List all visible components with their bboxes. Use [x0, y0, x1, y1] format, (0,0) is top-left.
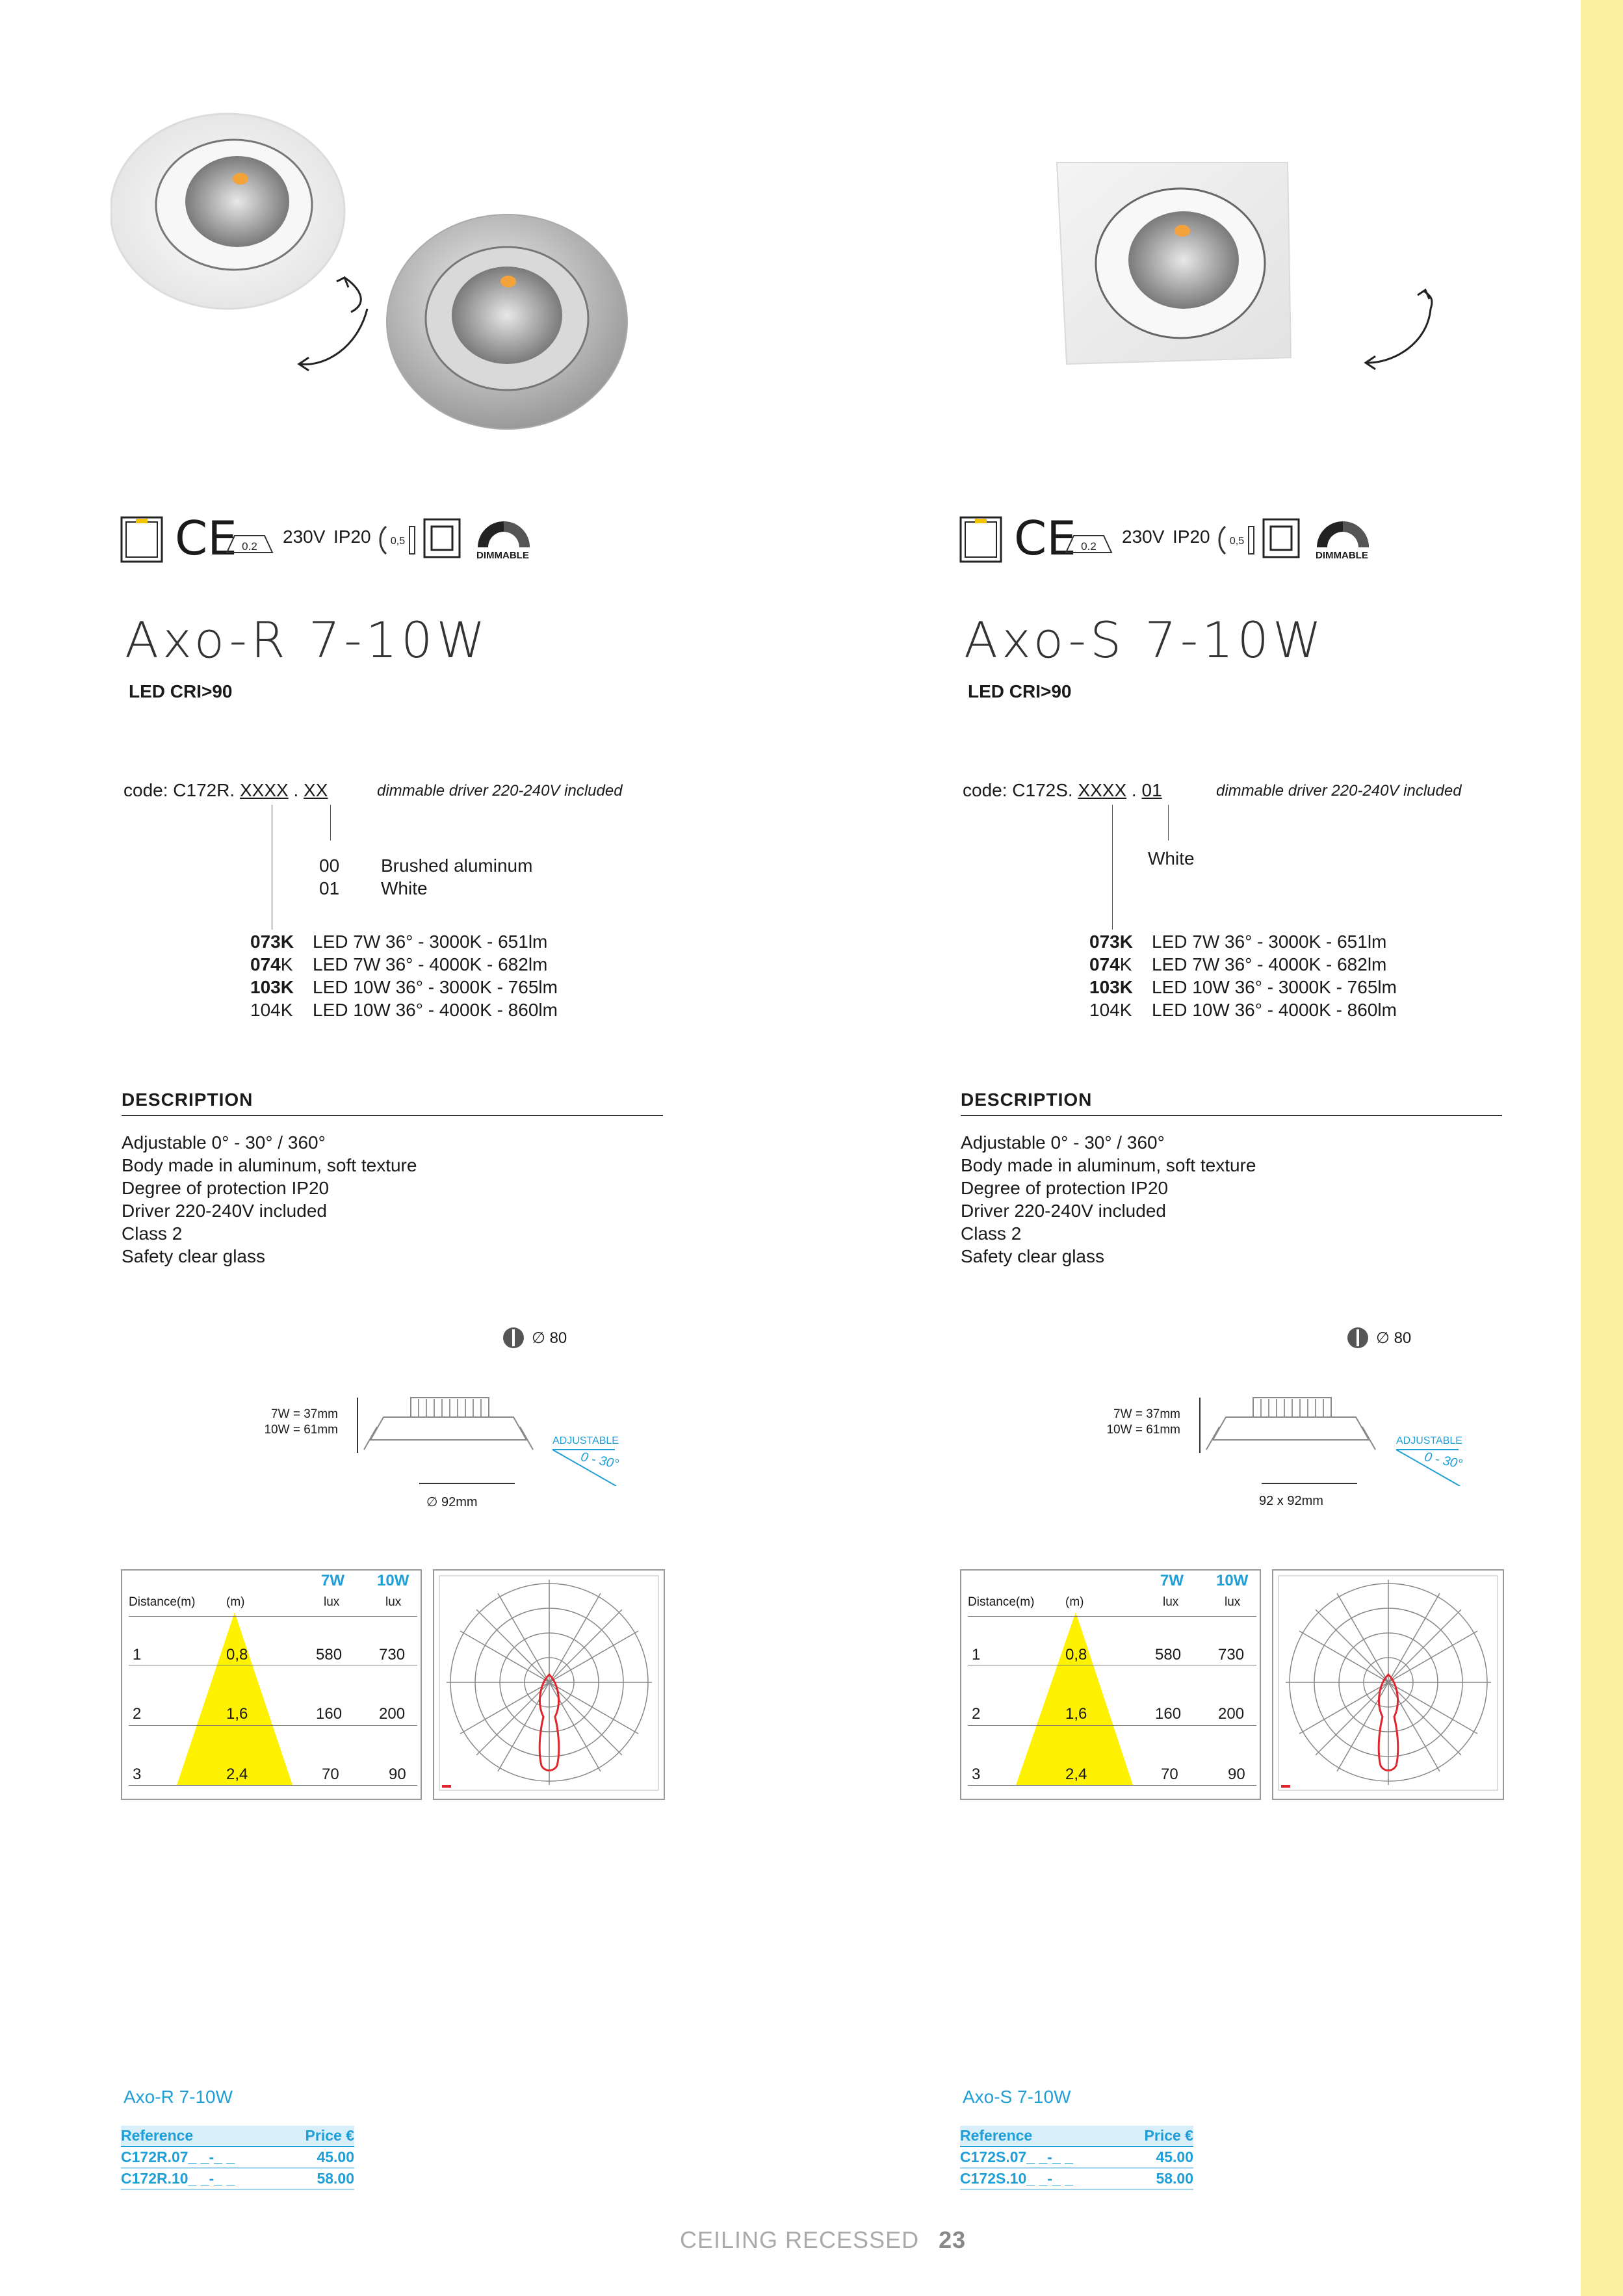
- price-header-row: [121, 2126, 354, 2146]
- code-led-placeholder: XXXX: [1078, 780, 1127, 800]
- lux-value-7w: 580: [316, 1646, 343, 1663]
- height-spec: [1089, 1407, 1180, 1438]
- description-item: Degree of protection IP20: [122, 1178, 330, 1198]
- adjustable-label: ADJUSTABLE: [1396, 1435, 1462, 1446]
- ip-rating-label: IP20: [333, 527, 371, 547]
- lux-distance: 2: [133, 1705, 142, 1723]
- price-value: 45.00: [284, 2146, 354, 2168]
- lux-row-rule: [129, 1725, 417, 1726]
- lux-value-10w: 730: [379, 1646, 406, 1663]
- product-subtitle: LED CRI>90: [129, 681, 233, 701]
- finish-label: White: [381, 878, 428, 898]
- code-dot: .: [1126, 780, 1142, 800]
- lux-diameter: 1,6: [1065, 1705, 1087, 1723]
- product-axo-s: [839, 0, 1554, 2296]
- lux-diameter: 0,8: [1065, 1646, 1087, 1663]
- description-item: Safety clear glass: [122, 1246, 265, 1266]
- lux-diameter: 0,8: [226, 1646, 248, 1663]
- lux-header-rule: [968, 1616, 1256, 1617]
- led-option: 103K LED 10W 36° - 3000K - 765lm: [1089, 977, 1397, 997]
- min-distance-icon: [224, 529, 275, 555]
- lux-col-7w: 7W: [1160, 1572, 1184, 1589]
- price-header-row: [960, 2126, 1193, 2146]
- axo-s-product-photo: [1054, 156, 1509, 377]
- reference-code: C172R.07_ _-_ _: [121, 2146, 284, 2168]
- price-header: Price €: [1123, 2126, 1193, 2146]
- description-item: Degree of protection IP20: [961, 1178, 1169, 1198]
- product-code: [963, 780, 1162, 801]
- description-divider: [961, 1115, 1502, 1116]
- distance-header: Distance(m): [129, 1595, 196, 1609]
- cutout-icon: [502, 1326, 525, 1350]
- led-option: 073K LED 7W 36° - 3000K - 651lm: [1089, 932, 1387, 952]
- product-dimension: 92 x 92mm: [1259, 1494, 1323, 1508]
- lux-row-rule: [968, 1785, 1256, 1786]
- ce-mark-icon: CE: [1014, 511, 1076, 566]
- height-10w: 10W = 61mm: [264, 1423, 338, 1437]
- description-divider: [122, 1115, 663, 1116]
- lux-diameter: 2,4: [226, 1766, 248, 1783]
- tilt-angle-value: 0 - 30°: [1423, 1450, 1464, 1472]
- finish-option: [319, 878, 428, 899]
- height-7w: 7W = 37mm: [271, 1407, 338, 1421]
- page-footer: [680, 2226, 966, 2254]
- code-finish-placeholder: 01: [1141, 780, 1162, 800]
- polar-diagram: [433, 1569, 665, 1800]
- price-value: 58.00: [284, 2168, 354, 2189]
- finish-label: Brushed aluminum: [381, 855, 533, 876]
- cone-diameter-header: (m): [1065, 1595, 1084, 1609]
- energy-class-icon: [120, 516, 163, 563]
- lux-col-7w: 7W: [321, 1572, 344, 1589]
- price-row: [960, 2146, 1193, 2168]
- polar-diagram: [1272, 1569, 1504, 1800]
- led-option: 104K LED 10W 36° - 4000K - 860lm: [1089, 1000, 1397, 1020]
- adjustable-label: ADJUSTABLE: [552, 1435, 619, 1446]
- reference-header: Reference: [960, 2126, 1123, 2146]
- dimmable-label: DIMMABLE: [476, 550, 529, 561]
- page-edge-band: [1581, 0, 1623, 2296]
- height-spec: [247, 1407, 338, 1438]
- dimmable-label: DIMMABLE: [1316, 550, 1368, 561]
- cutout-size: ∅ 80: [1376, 1329, 1412, 1347]
- price-title: Axo-R 7-10W: [123, 2087, 233, 2107]
- finish-code: 01: [319, 878, 340, 898]
- code-prefix: code: C172R.: [123, 780, 240, 800]
- description-item: Body made in aluminum, soft texture: [122, 1155, 417, 1175]
- class-2-icon: [422, 517, 461, 559]
- reference-code: C172S.10_ _-_ _: [960, 2168, 1123, 2189]
- description-list: [122, 1131, 417, 1268]
- cone-diameter-header: (m): [226, 1595, 245, 1609]
- lux-value-10w: 200: [379, 1705, 406, 1723]
- lux-value-7w: 70: [1161, 1766, 1178, 1783]
- glow-wire-value: 0,5: [390, 536, 406, 547]
- price-value: 45.00: [1123, 2146, 1193, 2168]
- code-led-placeholder: XXXX: [240, 780, 289, 800]
- class-2-icon: [1262, 517, 1301, 559]
- description-item: Adjustable 0° - 30° / 360°: [122, 1132, 326, 1153]
- lux-value-7w: 70: [322, 1766, 339, 1783]
- lux-col-10w: 10W: [377, 1572, 409, 1589]
- lux-unit-10w: lux: [1225, 1595, 1241, 1609]
- lux-distance: 1: [133, 1646, 142, 1663]
- lux-table: [121, 1569, 422, 1800]
- certification-icons: [959, 511, 1388, 566]
- description-item: Driver 220-240V included: [122, 1201, 327, 1221]
- led-option-list: [250, 930, 558, 1021]
- polar-light-distribution: [1273, 1571, 1503, 1799]
- led-option: 073K LED 7W 36° - 3000K - 651lm: [250, 932, 548, 952]
- reference-header: Reference: [121, 2126, 284, 2146]
- code-connector-finish: [330, 805, 331, 841]
- description-item: Body made in aluminum, soft texture: [961, 1155, 1256, 1175]
- lux-row-rule: [129, 1785, 417, 1786]
- lux-value-7w: 160: [316, 1705, 343, 1723]
- ce-mark-icon: CE: [175, 511, 237, 566]
- code-connector-led: [1112, 805, 1113, 930]
- axo-r-product-photo: [110, 107, 669, 432]
- energy-class-icon: [959, 516, 1002, 563]
- glow-wire-icon: [377, 524, 417, 556]
- price-row: [960, 2168, 1193, 2189]
- price-value: 58.00: [1123, 2168, 1193, 2189]
- code-note: dimmable driver 220-240V included: [1216, 782, 1462, 800]
- led-option: 074K LED 7W 36° - 4000K - 682lm: [250, 954, 548, 974]
- code-note: dimmable driver 220-240V included: [377, 782, 623, 800]
- glow-wire-value: 0,5: [1229, 536, 1245, 547]
- min-distance-value: 0.2: [1081, 540, 1097, 553]
- description-heading: DESCRIPTION: [122, 1089, 253, 1110]
- min-distance-icon: [1063, 529, 1114, 555]
- finish-option: [319, 855, 532, 876]
- page-number: 23: [939, 2226, 967, 2253]
- lux-header-rule: [129, 1616, 417, 1617]
- lux-value-7w: 580: [1155, 1646, 1182, 1663]
- lux-diameter: 1,6: [226, 1705, 248, 1723]
- description-item: Driver 220-240V included: [961, 1201, 1166, 1221]
- led-option-list: [1089, 930, 1397, 1021]
- min-distance-value: 0.2: [242, 540, 257, 553]
- description-item: Adjustable 0° - 30° / 360°: [961, 1132, 1165, 1153]
- height-7w: 7W = 37mm: [1113, 1407, 1180, 1421]
- lux-distance: 3: [972, 1766, 981, 1783]
- lux-value-10w: 200: [1218, 1705, 1245, 1723]
- product-code: [123, 780, 328, 801]
- product-subtitle: LED CRI>90: [968, 681, 1072, 701]
- certification-icons: [120, 511, 549, 566]
- product-dimension: ∅ 92mm: [426, 1495, 478, 1509]
- lux-diameter: 2,4: [1065, 1766, 1087, 1783]
- height-10w: 10W = 61mm: [1106, 1423, 1180, 1437]
- price-table: [960, 2126, 1193, 2190]
- code-connector-finish: [1168, 805, 1169, 841]
- lux-value-10w: 90: [1228, 1766, 1245, 1783]
- code-finish-placeholder: XX: [304, 780, 328, 800]
- description-item: Class 2: [122, 1223, 183, 1244]
- reference-code: C172R.10_ _-_ _: [121, 2168, 284, 2189]
- distance-header: Distance(m): [968, 1595, 1035, 1609]
- lux-row-rule: [968, 1725, 1256, 1726]
- lux-distance: 3: [133, 1766, 142, 1783]
- lux-unit-7w: lux: [324, 1595, 340, 1609]
- price-row: [121, 2146, 354, 2168]
- lux-unit-10w: lux: [385, 1595, 402, 1609]
- product-title: Axo-S 7-10W: [964, 611, 1325, 669]
- price-title: Axo-S 7-10W: [963, 2087, 1071, 2107]
- reference-code: C172S.07_ _-_ _: [960, 2146, 1123, 2168]
- tilt-angle-value: 0 - 30°: [579, 1450, 620, 1472]
- lux-value-7w: 160: [1155, 1705, 1182, 1723]
- lux-distance: 1: [972, 1646, 981, 1663]
- voltage-label: 230V: [1122, 527, 1165, 547]
- voltage-label: 230V: [283, 527, 326, 547]
- lux-unit-7w: lux: [1163, 1595, 1179, 1609]
- lux-col-10w: 10W: [1216, 1572, 1249, 1589]
- lux-table: [960, 1569, 1261, 1800]
- lux-distance: 2: [972, 1705, 981, 1723]
- glow-wire-icon: [1216, 524, 1256, 556]
- description-item: Class 2: [961, 1223, 1022, 1244]
- ip-rating-label: IP20: [1173, 527, 1210, 547]
- cutout-icon: [1346, 1326, 1370, 1350]
- price-header: Price €: [284, 2126, 354, 2146]
- description-item: Safety clear glass: [961, 1246, 1104, 1266]
- price-table: [121, 2126, 354, 2190]
- code-dot: .: [288, 780, 304, 800]
- led-option: 074K LED 7W 36° - 4000K - 682lm: [1089, 954, 1387, 974]
- led-option: 103K LED 10W 36° - 3000K - 765lm: [250, 977, 558, 997]
- lux-value-10w: 730: [1218, 1646, 1245, 1663]
- code-prefix: code: C172S.: [963, 780, 1078, 800]
- product-axo-r: [0, 0, 715, 2296]
- finish-code: 00: [319, 855, 340, 876]
- description-list: [961, 1131, 1256, 1268]
- product-title: Axo-R 7-10W: [125, 611, 489, 669]
- description-heading: DESCRIPTION: [961, 1089, 1093, 1110]
- polar-light-distribution: [434, 1571, 664, 1799]
- lux-value-10w: 90: [389, 1766, 406, 1783]
- section-name: CEILING RECESSED: [680, 2226, 920, 2253]
- led-option: 104K LED 10W 36° - 4000K - 860lm: [250, 1000, 558, 1020]
- price-row: [121, 2168, 354, 2189]
- cutout-size: ∅ 80: [532, 1329, 567, 1347]
- finish-label: White: [1148, 848, 1195, 868]
